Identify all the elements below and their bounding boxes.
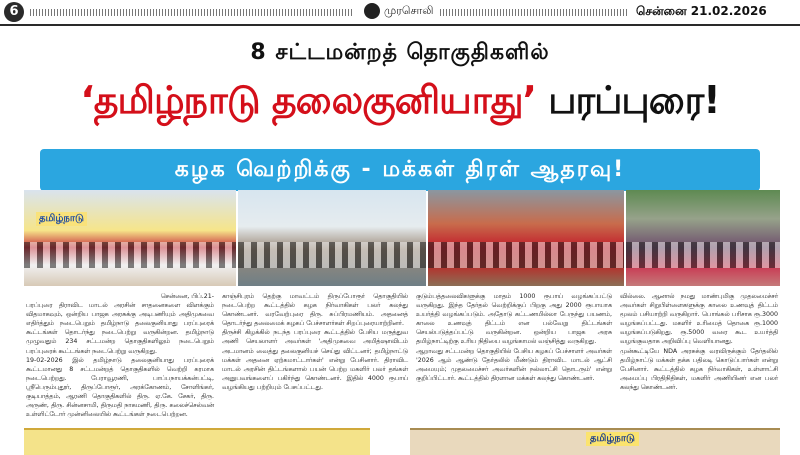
headline-quote: ‘தமிழ்நாடு தலைகுனியாது’: [80, 78, 536, 122]
paragraph: முன்கூட்டியே NDA அரசுக்கு வரவிருக்கும் தேர்தலில் தமிழ்நாட்டு மக்கள் தக்க பதிலடி கொடுப்பார்கள் என்று பேசினார். கூட்டத்தில் கழக நிர்வாகிகள், உள்ளாட்சி அமைப்பு பிரதிநிதிகள், மகளிர் அணியினர் என பலர் கலந்து கொண்டனர்.: [620, 347, 778, 391]
article-column-1: [26, 292, 214, 419]
photo-stage-banner-text: தமிழ்நாடு: [36, 212, 87, 226]
rising-sun-logo-icon: [364, 3, 380, 19]
photo-stage-meeting: [24, 190, 236, 286]
header-hatch-left: [30, 9, 352, 16]
paragraph: காஞ்சிபுரம் தெற்கு மாவட்டம் திருப்போரூர் தொகுதியில் நடைபெற்ற கூட்டத்தில் கழக நிர்வாகிகள் பலர் கலந்து கொண்டனர். வரவேற்புரை திரு. சுப்பிரமணியம். அதனைத் தொடர்ந்து தலைமைக் கழகப் பேச்சாளர்கள் சிறப்புரையாற்றினர்.: [222, 293, 408, 328]
page-header: [0, 0, 800, 24]
paragraph: 19-02-2026 இல் தமிழ்நாடு தலைகுனியாது பரப்புரைக் கூட்டமானது 8 சட்டமன்றத் தொகுதிகளில் வெற்றி கரமாக நடைபெற்றது. பேராவூரணி, பாப்பநாயக்கன்பட்டி, ஸ்ரீபெரும்புதூர், திருப்போரூர், அரக்கோணம், சோளிங்கர், குடியாத்தம், ஆரணி தொகுதிகளில் திரு. ஏ.கே. சேகர், திரு. அருண், திரு. சின்னசாமி, திருமதி நாகமணி, திரு. கலைச்செல்வன் உள்ளிட்டோர் முன்னிலையில் கூட்டங்கள் நடைபெற்றன.: [26, 356, 214, 419]
article-column-2: [222, 292, 408, 392]
photo-audience: [428, 190, 624, 286]
subhead-banner: [40, 149, 760, 191]
paragraph: திருச்சி கிழக்கில் நடந்த பரப்புரை கூட்டத்தில் பேசிய மருத்துவ அணி செயலாளர் அவர்கள் 'அதிமுகவை அமித்ஷாவிடம் அடமானம் வைத்து தலைகுனியச் செய்து விட்டனர்; தமிழ்நாட்டு மக்கள் அதனை ஏற்கமாட்டார்கள்' என்று பேசினார். திராவிட மாடல் அரசின் திட்டங்களால் பயன் பெற்ற மகளிர் பலர் தங்கள் அனுபவங்களைப் பகிர்ந்து கொண்டனர். இதில் 4000 ரூபாய் வழங்கியது பற்றியும் பேசப்பட்டது.: [222, 329, 408, 391]
article-column-4: [620, 292, 778, 392]
header-hatch-right: [440, 9, 628, 16]
photo-crowd: [626, 242, 780, 268]
dateline: சென்னை 21.02.2026: [636, 4, 767, 18]
article-headline: [0, 78, 800, 128]
photo-women-audience: [626, 190, 780, 286]
paragraph: வில்லை. ஆனால் நமது மாண்புமிகு முதலமைச்சர் அவர்கள் சிறுபிள்ளைகளுக்கு காலை உணவுத் திட்டம் மூலம் பசியாற்றி வருகிறார். பொங்கல் பரிசாக ரூ.3000 வழங்கப்பட்டது. மகளிர் உரிமைத் தொகை ரூ.1000 வழங்கப்படுகிறது. ரூ.5000 வரை கூட உயர்த்தி வழங்குவதாக அறிவிப்பு வெளியானது.: [620, 293, 778, 346]
photo-crowd: [428, 242, 624, 268]
subhead-text: கழக வெற்றிக்கு - மக்கள் திரள் ஆதரவு!: [174, 157, 626, 182]
paragraph: சென்னை, பிப்.21-: [160, 293, 214, 300]
masthead-title: முரசொலி: [384, 4, 434, 17]
headline-rest: பரப்புரை!: [548, 78, 720, 122]
next-story-photo-left: [24, 428, 370, 455]
photo-crowd: [24, 242, 236, 268]
paragraph: ஆறாவது சட்டமன்ற தொகுதியில் பேசிய கழகப் பேச்சாளர் அவர்கள் '2026 ஆம் ஆண்டு தேர்தலில் மீண்டும் திராவிட மாடல் ஆட்சி அமையும்; முதலமைச்சர் அவர்களின் நல்லாட்சி தொடரும்' என்று குறிப்பிட்டார். கூட்டத்தில் திரளான மக்கள் கலந்து கொண்டனர்.: [416, 347, 612, 382]
page-number: 6: [4, 2, 24, 22]
paragraph: பரப்புரை திராவிட மாடல் அரசின் சாதனைகளை விளக்கும் விதமாகவும், ஒன்றிய பாஜக அரசுக்கு அடிபணியும் அதிமுகவை எதிர்த்தும் நடைபெறும் தமிழ்நாடு தலைகுனியாது பரப்புரைக் கூட்டங்கள் தொடர்ந்து நடைபெற்று வருகின்றன. தமிழ்நாடு முழுவதும் 234 சட்டமன்ற தொகுதிகளிலும் நடைபெறும் பரப்புரைக் கூட்டங்கள் நடைபெற்று வருகிறது.: [26, 302, 214, 355]
photo-crowd: [238, 242, 426, 268]
photo-street-crowd: [238, 190, 426, 286]
header-rule: [0, 24, 800, 26]
next-story-logo: தமிழ்நாடு: [586, 432, 639, 446]
article-kicker: 8 சட்டமன்றத் தொகுதிகளில்: [250, 40, 550, 65]
article-column-3: [416, 292, 612, 383]
paragraph: குடும்பத்தலைவிகளுக்கு மாதம் 1000 ரூபாய் வழங்கப்பட்டு வருகிறது. இந்த தேர்தல் வெற்றிக்குப் பிறகு அது 2000 ரூபாயாக உயர்த்தி வழங்கப்படும். அதோடு கட்டணமில்லா பேருந்து பயணம், காலை உணவுத் திட்டம் என பல்வேறு திட்டங்கள் செயல்படுத்தப்பட்டு வருகின்றன. ஒன்றிய பாஜக அரசு தமிழ்நாட்டிற்கு உரிய நிதியை வழங்காமல் வஞ்சித்து வருகிறது.: [416, 293, 612, 346]
